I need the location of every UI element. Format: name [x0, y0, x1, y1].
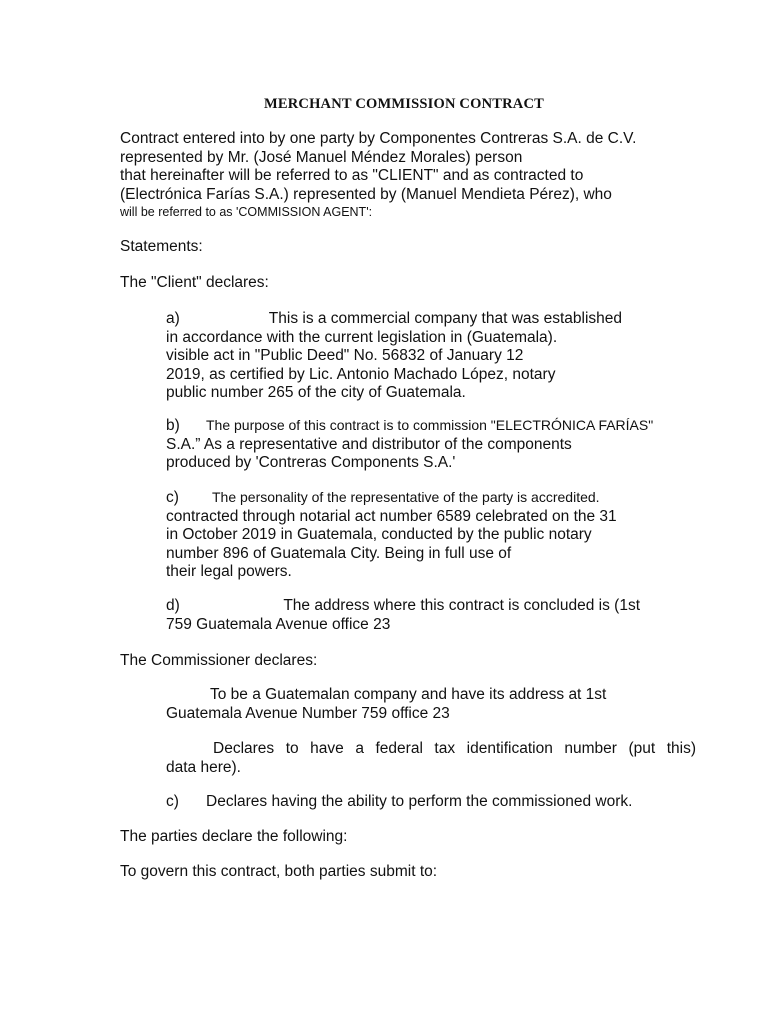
item-line: 2019, as certified by Lic. Antonio Machado López, notary — [166, 365, 556, 383]
intro-line: will be referred to as 'COMMISSION AGENT': — [120, 205, 373, 219]
item-text: The address where this contract is concluded is (1st — [283, 597, 640, 614]
intro-line: represented by Mr. (José Manuel Méndez Morales) person — [120, 148, 523, 166]
item-marker: c) — [166, 793, 179, 810]
intro-line: Contract entered into by one party by Componentes Contreras S.A. de C.V. — [120, 130, 637, 147]
item-text: To be a Guatemalan company and have its address at 1st — [210, 686, 607, 703]
item-line — [166, 686, 688, 705]
item-line — [166, 436, 688, 455]
item-line: in accordance with the current legislation in (Guatemala). — [166, 328, 558, 346]
item-line — [166, 793, 688, 812]
item-line — [166, 488, 688, 508]
item-line — [166, 740, 696, 759]
parties-declare-heading: The parties declare the following: — [120, 828, 348, 845]
item-line — [166, 416, 688, 436]
govern-paragraph: To govern this contract, both parties submit to: — [120, 863, 438, 880]
item-marker: d) — [166, 597, 180, 614]
item-text: The personality of the representative of the party is accredited. — [212, 489, 600, 505]
commissioner-declares-heading: The Commissioner declares: — [120, 652, 318, 669]
client-declares-heading: The "Client" declares: — [120, 274, 269, 291]
item-line: Guatemala Avenue Number 759 office 23 — [166, 704, 450, 722]
item-line: 759 Guatemala Avenue office 23 — [166, 615, 391, 633]
item-marker: b) — [166, 417, 180, 434]
item-text: Declares to have a federal tax identification number (put this) — [213, 740, 696, 757]
client-item-c — [166, 488, 688, 582]
document-title: MERCHANT COMMISSION CONTRACT — [263, 96, 545, 112]
client-item-b — [166, 416, 688, 473]
client-item-a — [166, 310, 622, 403]
item-line: public number 265 of the city of Guatemala. — [166, 384, 466, 401]
item-marker: a) — [166, 310, 180, 327]
commissioner-item-c — [166, 793, 688, 812]
intro-line: that hereinafter will be referred to as "CLIENT" and as contracted to — [120, 167, 584, 184]
item-text: The purpose of this contract is to commission "ELECTRÓNICA FARÍAS" — [206, 417, 654, 433]
item-line: contracted through notarial act number 6589 celebrated on the 31 — [166, 507, 617, 525]
client-item-d — [166, 597, 640, 634]
intro-line: (Electrónica Farías S.A.) represented by (Manuel Mendieta Pérez), who — [120, 185, 612, 203]
commissioner-item-a — [166, 686, 688, 723]
item-line: in October 2019 in Guatemala, conducted by the public notary — [166, 526, 592, 543]
item-line: visible act in "Public Deed" No. 56832 of January 12 — [166, 347, 524, 364]
item-line: produced by 'Contreras Components S.A.' — [166, 454, 456, 471]
intro-paragraph — [120, 130, 660, 220]
item-line: their legal powers. — [166, 563, 292, 580]
item-line — [166, 310, 622, 329]
commissioner-item-b — [166, 740, 696, 777]
item-text: S.A.” As a representative and distributor of the components — [166, 435, 572, 453]
item-text: This is a commercial company that was established — [268, 310, 622, 327]
statements-heading: Statements: — [120, 238, 203, 255]
item-line — [166, 597, 640, 616]
item-line: number 896 of Guatemala City. Being in full use of — [166, 544, 512, 562]
item-marker: c) — [166, 489, 179, 506]
item-text: Declares having the ability to perform the commissioned work. — [206, 793, 633, 810]
item-line: data here). — [166, 758, 241, 776]
